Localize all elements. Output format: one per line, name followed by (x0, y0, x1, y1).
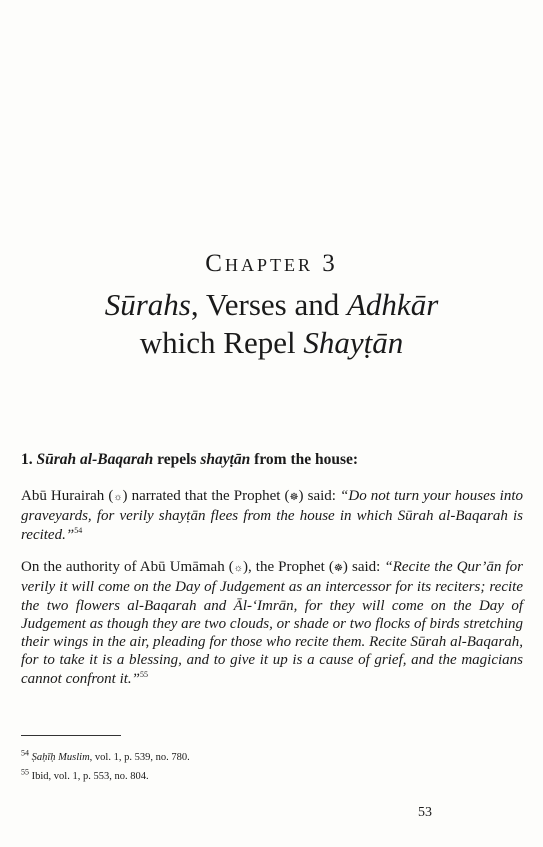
footnote-55 (21, 767, 501, 782)
chapter-label: Chapter 3 (205, 250, 338, 277)
section-heading-repels: repels (153, 451, 201, 468)
footnote-source: Ṣaḥīḥ Muslim (31, 752, 90, 763)
footnote-number: 55 (21, 767, 29, 777)
chapter-title-adhkar: Adhkār (347, 287, 439, 322)
chapter-title-line-2 (0, 324, 543, 362)
footnote-54 (21, 748, 501, 763)
p2-intro-3: ) said: (342, 559, 385, 575)
p1-intro-3: ) said: (298, 488, 341, 504)
chapter-title-repel: which Repel (139, 325, 304, 360)
paragraph-abu-umamah (21, 558, 523, 688)
p1-hadith-quote: “Do not turn your houses into graveyards, for verily shayṭān flees from the house in which Sūrah al-Baqarah is recited.” (21, 488, 524, 543)
p2-intro: On the authority of Abū Umāmah ( (21, 559, 234, 575)
footnote-number: 54 (21, 748, 29, 758)
chapter-title (0, 286, 543, 362)
salutation-icon: ☸ (289, 492, 299, 503)
section-number: 1. (21, 451, 37, 468)
chapter-title-shaytan: Shayṭān (303, 325, 404, 360)
section-heading-house: from the house: (250, 451, 359, 468)
paragraph-abu-hurairah (21, 487, 523, 544)
footnote-text: , vol. 1, p. 539, no. 780. (89, 752, 190, 763)
footnote-ref-55: 55 (140, 669, 149, 679)
page-number: 53 (418, 805, 432, 820)
footnote-divider (21, 735, 121, 736)
honorific-icon: ☼ (233, 563, 243, 574)
footnote-text: Ibid, vol. 1, p. 553, no. 804. (29, 771, 149, 782)
section-heading-surah: Sūrah al-Baqarah (36, 451, 154, 468)
chapter-title-verses: , Verses and (190, 287, 347, 322)
section-heading-shaytan: shayṭān (200, 451, 251, 468)
chapter-title-surahs: Sūrahs (104, 287, 191, 322)
honorific-icon: ☼ (113, 492, 123, 503)
salutation-icon: ☸ (333, 563, 343, 574)
p2-intro-2: ), the Prophet ( (242, 559, 334, 575)
footnote-ref-54: 54 (74, 525, 83, 535)
p2-hadith-quote: “Recite the Qur’ān for verily it will come on the Day of Judgement as an intercessor for its reciters; recite the two flowers al-Baqarah and Āl-‘Imrān, for they will come on the Day of Judgement as though they are two clouds, or shade or two flocks of birds stretching their wings in the air, pleading for those who recite them. Recite Sūrah al-Baqarah, for to take it is a blessing, and to give it up is a cause of grief, and the magicians cannot confront it.” (21, 559, 524, 687)
section-heading (21, 451, 521, 469)
p1-intro-2: ) narrated that the Prophet ( (122, 488, 290, 504)
p1-intro: Abū Hurairah ( (21, 488, 114, 504)
chapter-title-line-1 (0, 286, 543, 324)
